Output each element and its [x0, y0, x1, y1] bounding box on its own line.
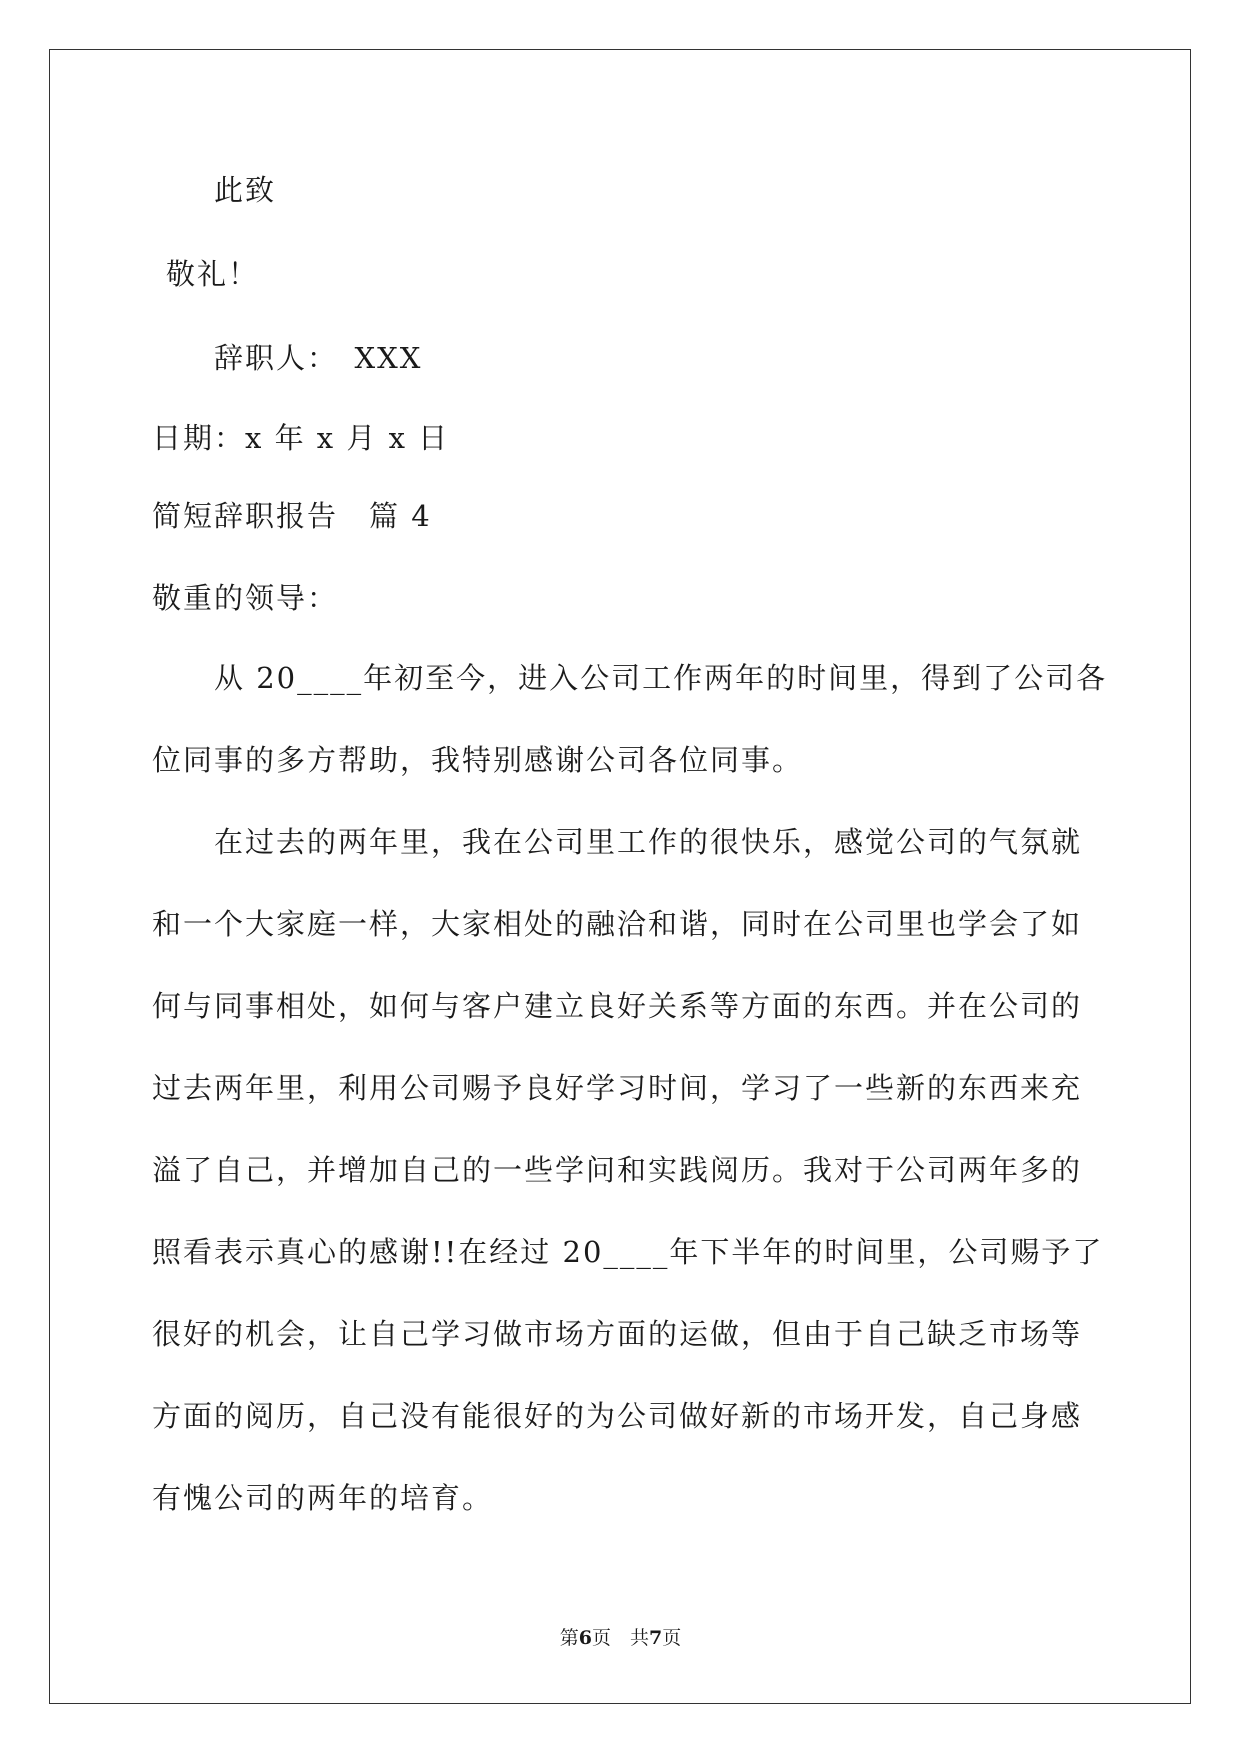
- paragraph-line: 在过去的两年里，我在公司里工作的很快乐，感觉公司的气氛就: [214, 825, 1083, 859]
- greeting-line: 敬重的领导：: [152, 581, 339, 615]
- page-border: [49, 49, 1191, 1704]
- paragraph-line: 方面的阅历，自己没有能很好的为公司做好新的市场开发，自己身感: [152, 1399, 1083, 1433]
- paragraph-line: 照看表示真心的感谢!!在经过 20____年下半年的时间里，公司赐予了: [152, 1235, 1104, 1269]
- footer-suffix: 页: [662, 1627, 682, 1649]
- paragraph-line: 何与同事相处，如何与客户建立良好关系等方面的东西。并在公司的: [152, 989, 1083, 1023]
- paragraph-line: 位同事的多方帮助，我特别感谢公司各位同事。: [152, 743, 804, 777]
- page-footer: [0, 1626, 1241, 1650]
- footer-middle: 页 共: [591, 1627, 649, 1649]
- paragraph-line: 有愧公司的两年的培育。: [152, 1481, 494, 1515]
- paragraph-line: 从 20____年初至今，进入公司工作两年的时间里，得到了公司各: [214, 661, 1108, 695]
- paragraph-line: 过去两年里，利用公司赐予良好学习时间，学习了一些新的东西来充: [152, 1071, 1083, 1105]
- paragraph-line: 和一个大家庭一样，大家相处的融洽和谐，同时在公司里也学会了如: [152, 907, 1083, 941]
- salute-line: 敬礼！: [166, 257, 260, 291]
- current-page-number: 6: [578, 1627, 592, 1649]
- total-page-number: 7: [649, 1627, 663, 1649]
- closing-line: 此致: [214, 173, 277, 207]
- date-line: 日期：x 年 x 月 x 日: [152, 421, 450, 455]
- paragraph-line: 很好的机会，让自己学习做市场方面的运做，但由于自己缺乏市场等: [152, 1317, 1083, 1351]
- section-title: 简短辞职报告 篇 4: [152, 499, 432, 533]
- paragraph-line: 溢了自己，并增加自己的一些学问和实践阅历。我对于公司两年多的: [152, 1153, 1083, 1187]
- signer-line: 辞职人： XXX: [214, 341, 423, 375]
- footer-prefix: 第: [559, 1627, 579, 1649]
